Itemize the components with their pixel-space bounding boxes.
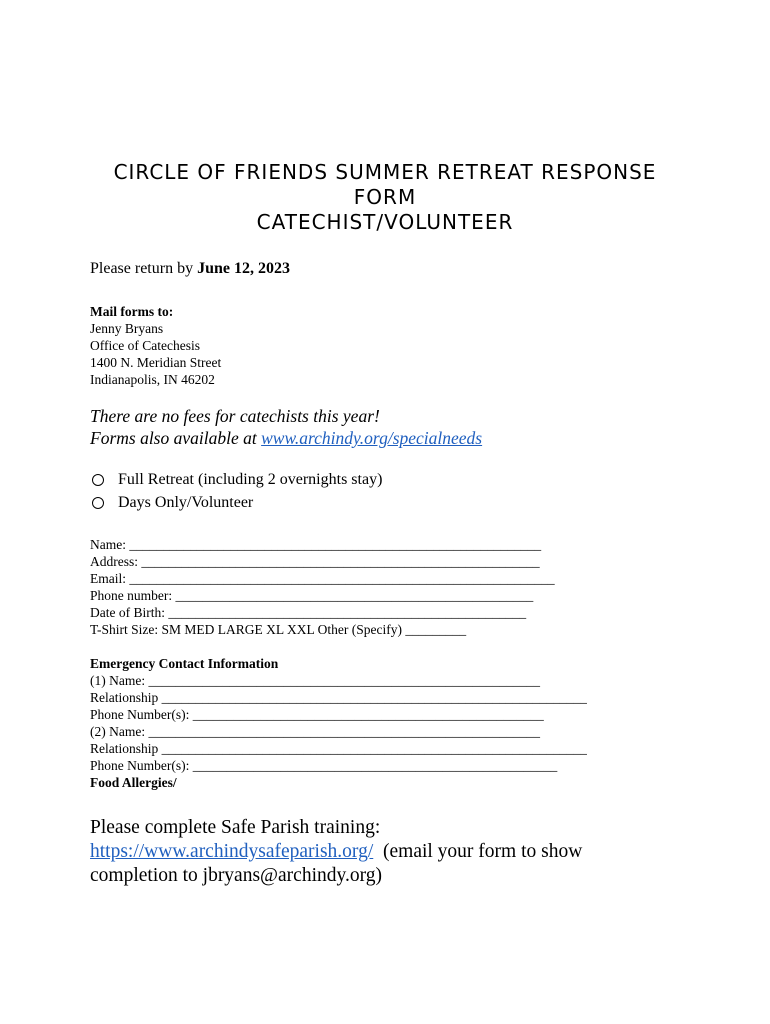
attendance-options [90, 468, 382, 514]
fees-line-2-prefix: Forms also available at [90, 428, 262, 448]
tshirt-field[interactable]: T-Shirt Size: SM MED LARGE XL XXL Other (Specify) _________ [90, 622, 467, 637]
emergency-phone-1-field[interactable]: Phone Number(s): ____________________________________________________ [90, 707, 544, 722]
emergency-name-2-field[interactable]: (2) Name: __________________________________________________________ [90, 724, 540, 739]
emergency-contact-section [90, 655, 587, 791]
email-field[interactable]: Email: _______________________________________________________________ [90, 571, 555, 586]
food-allergies-label: Food Allergies/ [90, 775, 177, 790]
mail-city: Indianapolis, IN 46202 [90, 372, 215, 387]
return-prefix: Please return by [90, 260, 198, 277]
emergency-phone-2-field[interactable]: Phone Number(s): ______________________________________________________ [90, 758, 558, 773]
fees-line-1: There are no fees for catechists this year! [90, 406, 380, 426]
safe-parish-link[interactable]: https://www.archindysafeparish.org/ [90, 841, 374, 862]
phone-field[interactable]: Phone number: _____________________________________________________ [90, 588, 534, 603]
option-days-only[interactable] [90, 491, 382, 514]
emergency-relationship-1-field[interactable]: Relationship _______________________________________________________________ [90, 690, 587, 705]
form-title [0, 160, 770, 235]
mail-name: Jenny Bryans [90, 321, 164, 336]
option-label: Full Retreat (including 2 overnights stay) [118, 471, 383, 488]
personal-info-fields [90, 536, 555, 638]
return-date: June 12, 2023 [197, 260, 290, 277]
safe-line-2 [90, 840, 582, 864]
option-label: Days Only/Volunteer [118, 494, 254, 511]
mailing-address [90, 303, 221, 388]
address-field[interactable]: Address: ___________________________________________________________ [90, 554, 540, 569]
mail-office: Office of Catechesis [90, 338, 200, 353]
option-full-retreat[interactable] [90, 468, 382, 491]
radio-circle-icon[interactable] [92, 474, 104, 486]
safe-parish-notice [90, 816, 582, 888]
emergency-name-1-field[interactable]: (1) Name: __________________________________________________________ [90, 673, 540, 688]
mail-header: Mail forms to: [90, 304, 174, 319]
safe-after-link: (email your form to show [373, 841, 583, 862]
emergency-relationship-2-field[interactable]: Relationship _______________________________________________________________ [90, 741, 587, 756]
return-by-line [90, 260, 290, 278]
title-line-3: CATECHIST/VOLUNTEER [256, 210, 514, 234]
dob-field[interactable]: Date of Birth: _____________________________________________________ [90, 605, 527, 620]
title-line-2: FORM [353, 185, 417, 209]
radio-circle-icon[interactable] [92, 497, 104, 509]
name-field[interactable]: Name: _____________________________________________________________ [90, 537, 542, 552]
title-line-1: CIRCLE OF FRIENDS SUMMER RETREAT RESPONSE [113, 160, 657, 184]
safe-line-1: Please complete Safe Parish training: [90, 817, 381, 838]
special-needs-link[interactable]: www.archindy.org/specialneeds [261, 428, 483, 448]
emergency-header: Emergency Contact Information [90, 656, 279, 671]
fees-line-2 [90, 427, 482, 449]
fees-notice [90, 405, 482, 449]
safe-line-3: completion to jbryans@archindy.org) [90, 865, 382, 886]
mail-street: 1400 N. Meridian Street [90, 355, 222, 370]
